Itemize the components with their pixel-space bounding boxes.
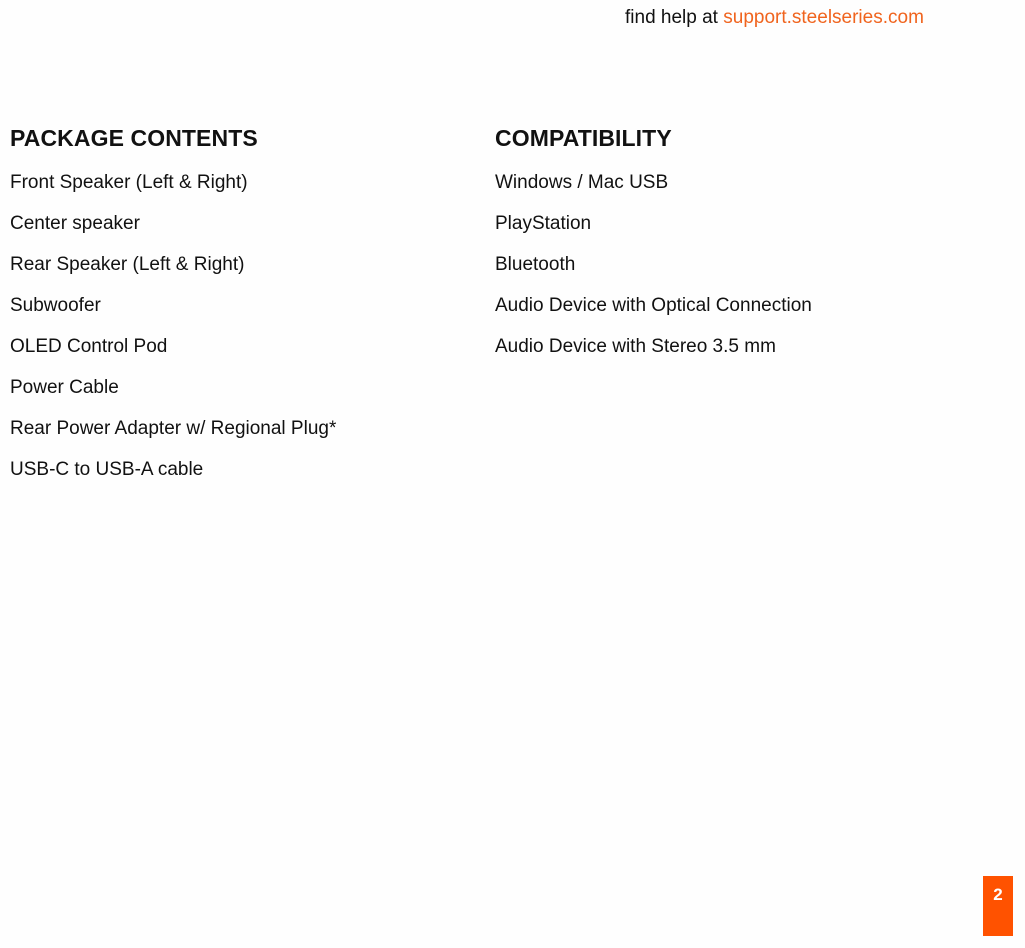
list-item: OLED Control Pod (10, 336, 168, 357)
package-contents-section (10, 124, 480, 480)
list-item: USB-C to USB-A cable (10, 459, 204, 480)
list-item: Rear Speaker (Left & Right) (10, 254, 245, 275)
page-number-badge: 2 (983, 876, 1013, 936)
list-item: Subwoofer (10, 295, 101, 316)
list-item: Audio Device with Stereo 3.5 mm (495, 336, 776, 357)
help-prefix: find help at (625, 7, 724, 28)
compatibility-list (495, 172, 995, 377)
package-contents-heading: PACKAGE CONTENTS (10, 125, 258, 151)
list-item: Audio Device with Optical Connection (495, 295, 812, 316)
help-line (625, 6, 924, 30)
list-item: Front Speaker (Left & Right) (10, 172, 248, 193)
list-item: Windows / Mac USB (495, 172, 669, 193)
compatibility-heading: COMPATIBILITY (495, 125, 672, 151)
package-contents-list (10, 172, 480, 500)
list-item: Center speaker (10, 213, 140, 234)
list-item: Bluetooth (495, 254, 576, 275)
list-item: Power Cable (10, 377, 119, 398)
support-link[interactable]: support.steelseries.com (723, 7, 924, 28)
list-item: Rear Power Adapter w/ Regional Plug* (10, 418, 337, 439)
compatibility-section (495, 124, 995, 357)
list-item: PlayStation (495, 213, 592, 234)
